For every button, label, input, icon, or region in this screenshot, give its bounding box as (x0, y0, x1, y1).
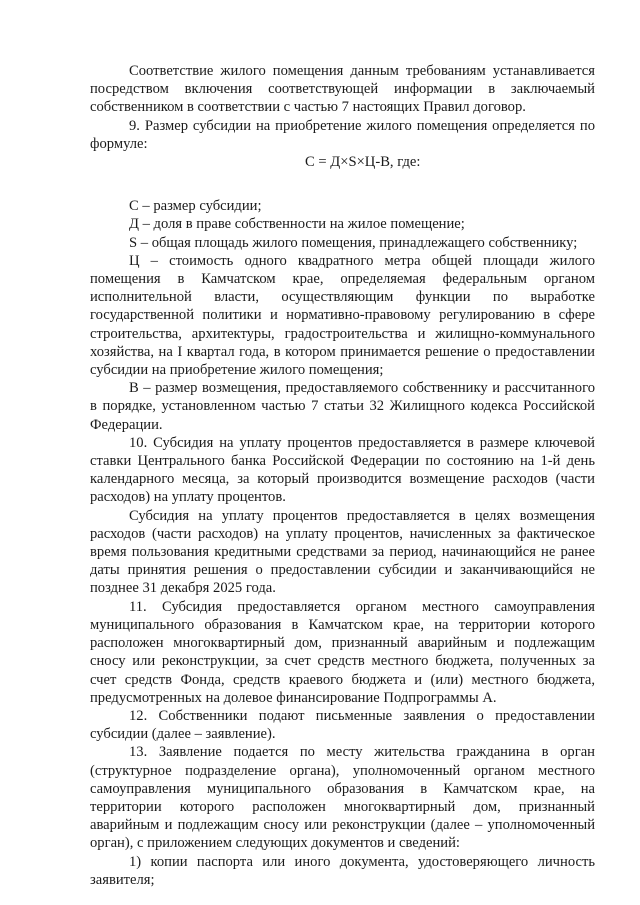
paragraph-9-subsidy-size: 9. Размер субсидии на приобретение жилого помещения определяется по формуле: (90, 117, 595, 152)
list-item-1-passport: 1) копии паспорта или иного документа, удостоверяющего личность заявителя; (90, 853, 595, 888)
paragraph-10-interest-subsidy: 10. Субсидия на уплату процентов предоставляется в размере ключевой ставки Центрального банка Российской Федерации по состоянию на 1-й день календарного месяца, за который производится возмещение расходов (части расходов) на уплату процентов. (90, 434, 595, 506)
subsidy-formula: С = Д×S×Ц-В, где: (305, 154, 421, 171)
paragraph-compliance: Соответствие жилого помещения данным требованиям устанавливается посредством включения соответствующей информации в заключаемый собственником в соответствии с частью 7 настоящих Правил договор. (90, 63, 595, 116)
blank-line (90, 179, 595, 197)
definition-v: В – размер возмещения, предоставляемого собственнику и рассчитанного в порядке, установленном частью 7 статьи 32 Жилищного кодекса Российской Федерации. (90, 380, 595, 433)
definition-c: С – размер субсидии; (129, 198, 262, 215)
document-page (90, 62, 595, 889)
definition-ts: Ц – стоимость одного квадратного метра общей площади жилого помещения в Камчатском крае, определяемая федеральным органом исполнительной власти, осуществляющим функции по выработке государственной политики и нормативно-правовому регулированию в сфере строительства, архитектуры, градостроительства и жилищно-коммунального хозяйства, на I квартал года, в котором принимается решение о предоставлении субсидии на приобретение жилого помещения; (90, 252, 595, 379)
paragraph-interest-subsidy-purpose: Субсидия на уплату процентов предоставляется в целях возмещения расходов (части расходов) на уплату процентов, начисленных за фактическое время пользования кредитными средствами за период, начинающийся не ранее даты принятия решения о предоставлении субсидии и заканчивающийся не позднее 31 декабря 2025 года. (90, 507, 595, 597)
paragraph-11-provider: 11. Субсидия предоставляется органом местного самоуправления муниципального образования в Камчатском крае, на территории которого расположен многоквартирный дом, признанный аварийным и подлежащим сносу или реконструкции, за счет средств местного бюджета, полученных за счет средств Фонда, средств краевого бюджета и (или) местного бюджета, предусмотренных на долевое финансирование Подпрограммы А. (90, 598, 595, 706)
definition-d: Д – доля в праве собственности на жилое помещение; (129, 216, 465, 233)
paragraph-12-applications: 12. Собственники подают письменные заявления о предоставлении субсидии (далее – заявление). (90, 707, 595, 743)
paragraph-13-application-submission: 13. Заявление подается по месту жительства гражданина в орган (структурное подразделение органа), уполномоченный органом местного самоуправления муниципального образования в Камчатском крае, на территории которого расположен многоквартирный дом, признанный аварийным и подлежащим сносу или реконструкции (далее – уполномоченный орган), с приложением следующих документов и сведений: (90, 744, 595, 852)
definition-s: S – общая площадь жилого помещения, принадлежащего собственнику; (129, 234, 578, 251)
